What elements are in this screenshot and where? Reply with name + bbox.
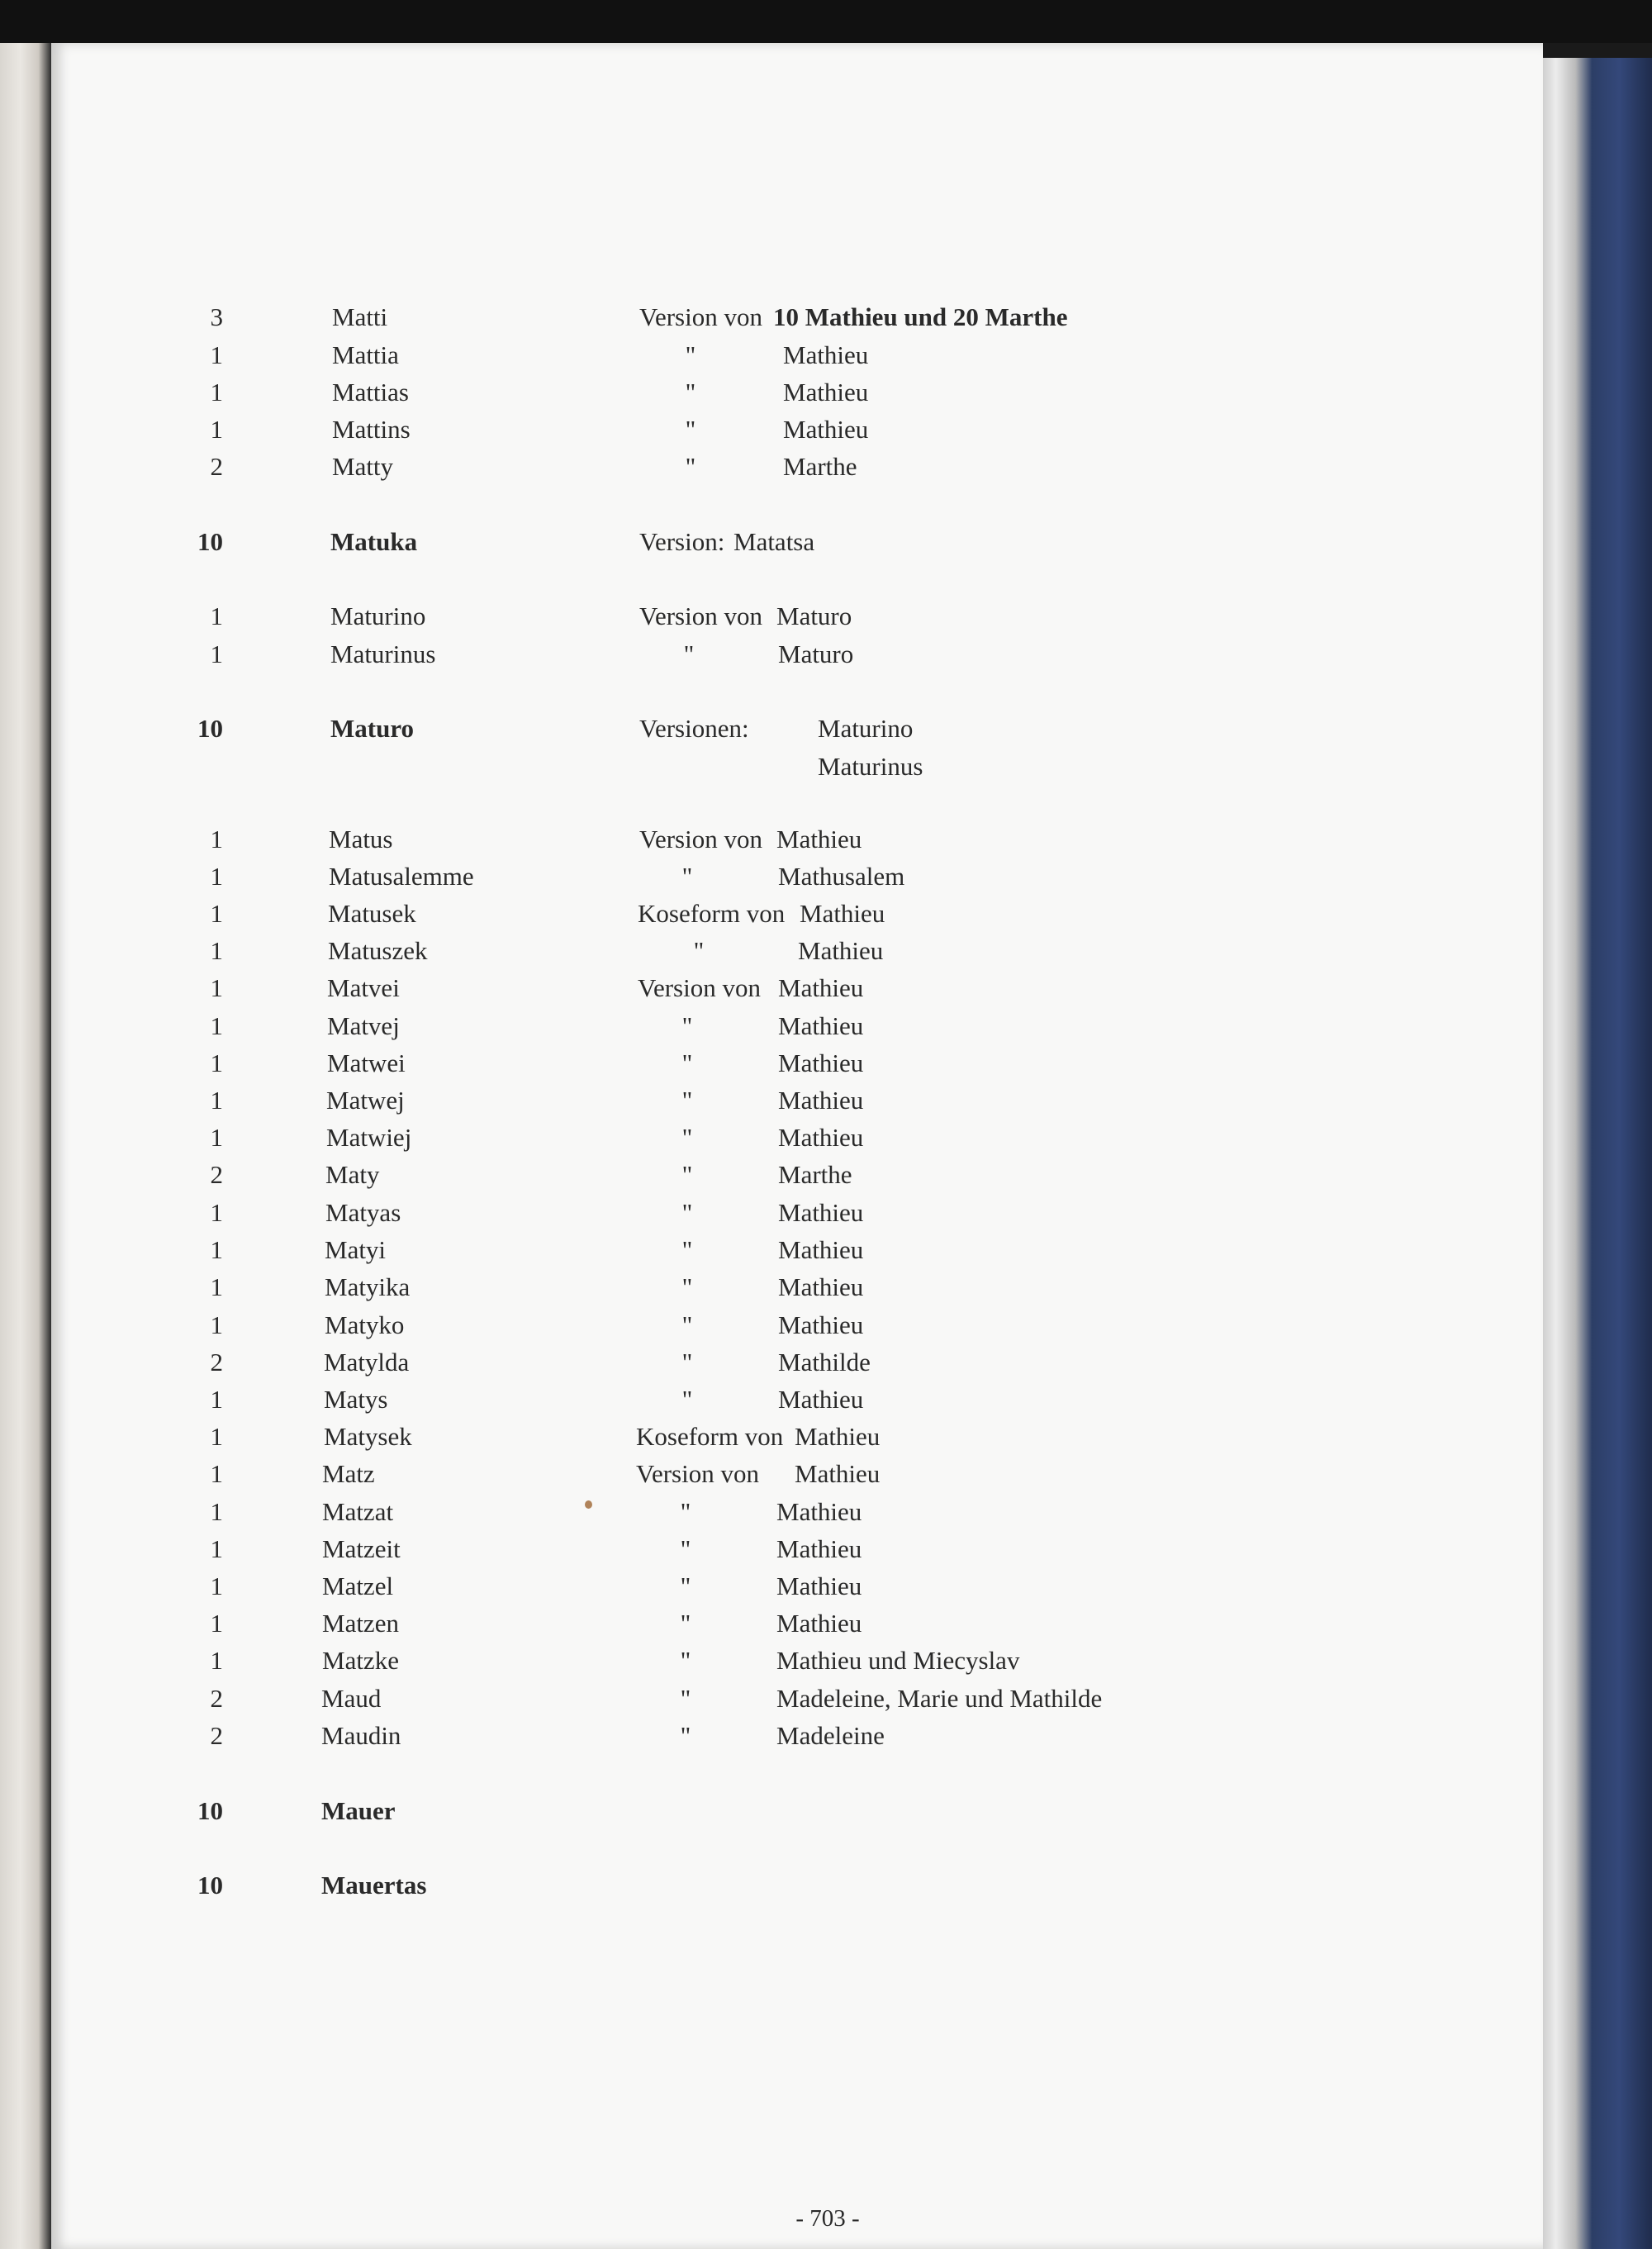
entry-count: 3 [210, 302, 223, 331]
entry-relation: Koseform von [638, 899, 786, 928]
paper-speck [585, 1500, 592, 1509]
entry-target: Maturo [776, 601, 852, 630]
entry-name: Matvej [327, 1011, 400, 1040]
entry-name: Matty [332, 452, 394, 481]
entry-target: Mathieu und Miecyslav [776, 1646, 1020, 1675]
entry-target: Madeleine, Marie und Mathilde [776, 1684, 1103, 1713]
entry-count: 1 [210, 1459, 223, 1488]
entry-target: Mathieu [776, 1609, 862, 1638]
entry-target: Mathieu [783, 378, 869, 407]
ditto-mark: " [680, 1497, 691, 1526]
entry-count: 1 [210, 1198, 223, 1227]
entry-count: 1 [210, 1646, 223, 1675]
ditto-mark: " [681, 1272, 693, 1301]
entry-count: 1 [210, 1571, 223, 1600]
entry-count: 1 [210, 1086, 223, 1115]
entry-count: 1 [210, 1310, 223, 1339]
entry-target: Mathieu [776, 825, 862, 853]
entry-relation: Version von [636, 1459, 759, 1488]
entry-relation: Version von [638, 973, 761, 1002]
ditto-mark: " [685, 378, 696, 407]
entry-target: Mathieu [776, 1497, 862, 1526]
scan-border-top [0, 0, 1652, 43]
ditto-mark: " [685, 340, 696, 369]
ditto-mark: " [681, 1160, 693, 1189]
entry-target: Mathieu [795, 1422, 881, 1451]
page-number: - 703 - [795, 2205, 860, 2232]
entry-count: 1 [210, 1235, 223, 1264]
entry-name: Matysek [324, 1422, 412, 1451]
entry-count: 1 [210, 825, 223, 853]
entry-relation: Version von [639, 302, 762, 331]
entry-relation: Version von [639, 601, 762, 630]
book-gutter-left-page [0, 43, 51, 2249]
entry-name: Matti [332, 302, 388, 331]
entry-count: 1 [210, 340, 223, 369]
entry-name: Maturino [330, 601, 426, 630]
entry-target: Mathieu [783, 415, 869, 444]
entry-target: Mathieu [778, 1048, 864, 1077]
entry-name: Matzel [322, 1571, 394, 1600]
entry-count: 1 [210, 1123, 223, 1152]
ditto-mark: " [681, 1348, 693, 1377]
ditto-mark: " [680, 1571, 691, 1600]
entry-count: 1 [210, 415, 223, 444]
entry-target: Madeleine [776, 1721, 885, 1750]
entry-target: 10 Mathieu und 20 Marthe [773, 302, 1068, 331]
entry-target: Mathilde [778, 1348, 871, 1377]
entry-relation: Version von [639, 825, 762, 853]
entry-target: Mathieu [778, 1310, 864, 1339]
entry-name: Matyika [325, 1272, 411, 1301]
entry-count: 2 [210, 452, 223, 481]
entry-count: 1 [210, 973, 223, 1002]
entry-relation: Versionen: [639, 714, 749, 743]
ditto-mark: " [693, 936, 705, 965]
entry-name: Matzat [322, 1497, 394, 1526]
ditto-mark: " [681, 1086, 693, 1115]
ditto-mark: " [681, 1310, 693, 1339]
entry-count: 10 [197, 1871, 223, 1900]
entry-name: Matzke [322, 1646, 399, 1675]
entry-target: Mathieu [778, 973, 864, 1002]
entry-count: 1 [210, 936, 223, 965]
entry-target: Matatsa [733, 527, 815, 556]
entry-target: Mathieu [776, 1534, 862, 1563]
ditto-mark: " [681, 1385, 693, 1414]
entry-name: Matusalemme [329, 862, 474, 891]
ditto-mark: " [681, 862, 693, 891]
entry-target: Mathieu [778, 1235, 864, 1264]
entry-name: Maty [325, 1160, 380, 1189]
ditto-mark: " [680, 1609, 691, 1638]
entry-name: Mattins [332, 415, 411, 444]
entry-target: Mathieu [778, 1198, 864, 1227]
ditto-mark: " [685, 415, 696, 444]
entry-count: 2 [210, 1160, 223, 1189]
entry-relation: Version: [639, 527, 725, 556]
entry-name: Mattia [332, 340, 399, 369]
entry-count: 10 [197, 527, 223, 556]
ditto-mark: " [681, 1123, 693, 1152]
ditto-mark: " [681, 1011, 693, 1040]
entry-target: Mathieu [798, 936, 884, 965]
entry-target: Maturinus [818, 752, 923, 781]
entry-target: Mathusalem [778, 862, 905, 891]
entry-target: Mathieu [776, 1571, 862, 1600]
entry-target: Mathieu [778, 1385, 864, 1414]
entry-name: Matzen [322, 1609, 399, 1638]
entry-name: Maud [321, 1684, 382, 1713]
entry-count: 2 [210, 1684, 223, 1713]
entry-name: Matwei [327, 1048, 406, 1077]
entry-name: Matwiej [326, 1123, 412, 1152]
entry-name: Maturo [330, 714, 415, 743]
entry-target: Maturino [818, 714, 914, 743]
entry-target: Marthe [778, 1160, 852, 1189]
entry-count: 1 [210, 1609, 223, 1638]
entry-target: Mathieu [778, 1123, 864, 1152]
entry-target: Mathieu [800, 899, 885, 928]
book-page [51, 43, 1543, 2249]
entry-target: Mathieu [795, 1459, 881, 1488]
entry-name: Matus [329, 825, 393, 853]
entry-count: 1 [210, 1011, 223, 1040]
entry-count: 1 [210, 862, 223, 891]
entry-count: 1 [210, 378, 223, 407]
entry-name: Matyas [325, 1198, 401, 1227]
entry-count: 1 [210, 1385, 223, 1414]
ditto-mark: " [680, 1721, 691, 1750]
ditto-mark: " [683, 640, 695, 668]
entry-name: Matuka [330, 527, 418, 556]
entry-name: Matvei [327, 973, 400, 1002]
entry-name: Matylda [324, 1348, 410, 1377]
entry-target: Mathieu [778, 1272, 864, 1301]
entry-count: 2 [210, 1348, 223, 1377]
entry-name: Mauertas [321, 1871, 427, 1900]
entry-count: 1 [210, 1272, 223, 1301]
entry-count: 10 [197, 714, 223, 743]
entry-name: Matuszek [328, 936, 428, 965]
entry-count: 1 [210, 640, 223, 668]
entry-name: Matwej [326, 1086, 405, 1115]
entry-count: 1 [210, 1048, 223, 1077]
entry-name: Maudin [321, 1721, 401, 1750]
ditto-mark: " [680, 1534, 691, 1563]
entry-name: Matzeit [322, 1534, 401, 1563]
entry-count: 1 [210, 601, 223, 630]
entry-target: Mathieu [778, 1086, 864, 1115]
entry-count: 1 [210, 1422, 223, 1451]
entry-target: Mathieu [783, 340, 869, 369]
book-cover-edge [1543, 58, 1652, 2249]
entry-name: Matz [322, 1459, 375, 1488]
entry-count: 2 [210, 1721, 223, 1750]
entry-count: 1 [210, 899, 223, 928]
entry-name: Matyi [325, 1235, 387, 1264]
ditto-mark: " [681, 1235, 693, 1264]
ditto-mark: " [685, 452, 696, 481]
entry-count: 1 [210, 1497, 223, 1526]
entry-target: Marthe [783, 452, 857, 481]
entry-count: 1 [210, 1534, 223, 1563]
ditto-mark: " [681, 1048, 693, 1077]
entry-target: Maturo [778, 640, 854, 668]
entry-name: Maturinus [330, 640, 436, 668]
entry-name: Matyko [325, 1310, 405, 1339]
ditto-mark: " [681, 1198, 693, 1227]
entry-target: Mathieu [778, 1011, 864, 1040]
entry-name: Matusek [328, 899, 416, 928]
ditto-mark: " [680, 1684, 691, 1713]
entry-count: 10 [197, 1796, 223, 1825]
entry-name: Matys [324, 1385, 388, 1414]
entry-relation: Koseform von [636, 1422, 784, 1451]
ditto-mark: " [680, 1646, 691, 1675]
entry-name: Mattias [332, 378, 409, 407]
entry-name: Mauer [321, 1796, 396, 1825]
